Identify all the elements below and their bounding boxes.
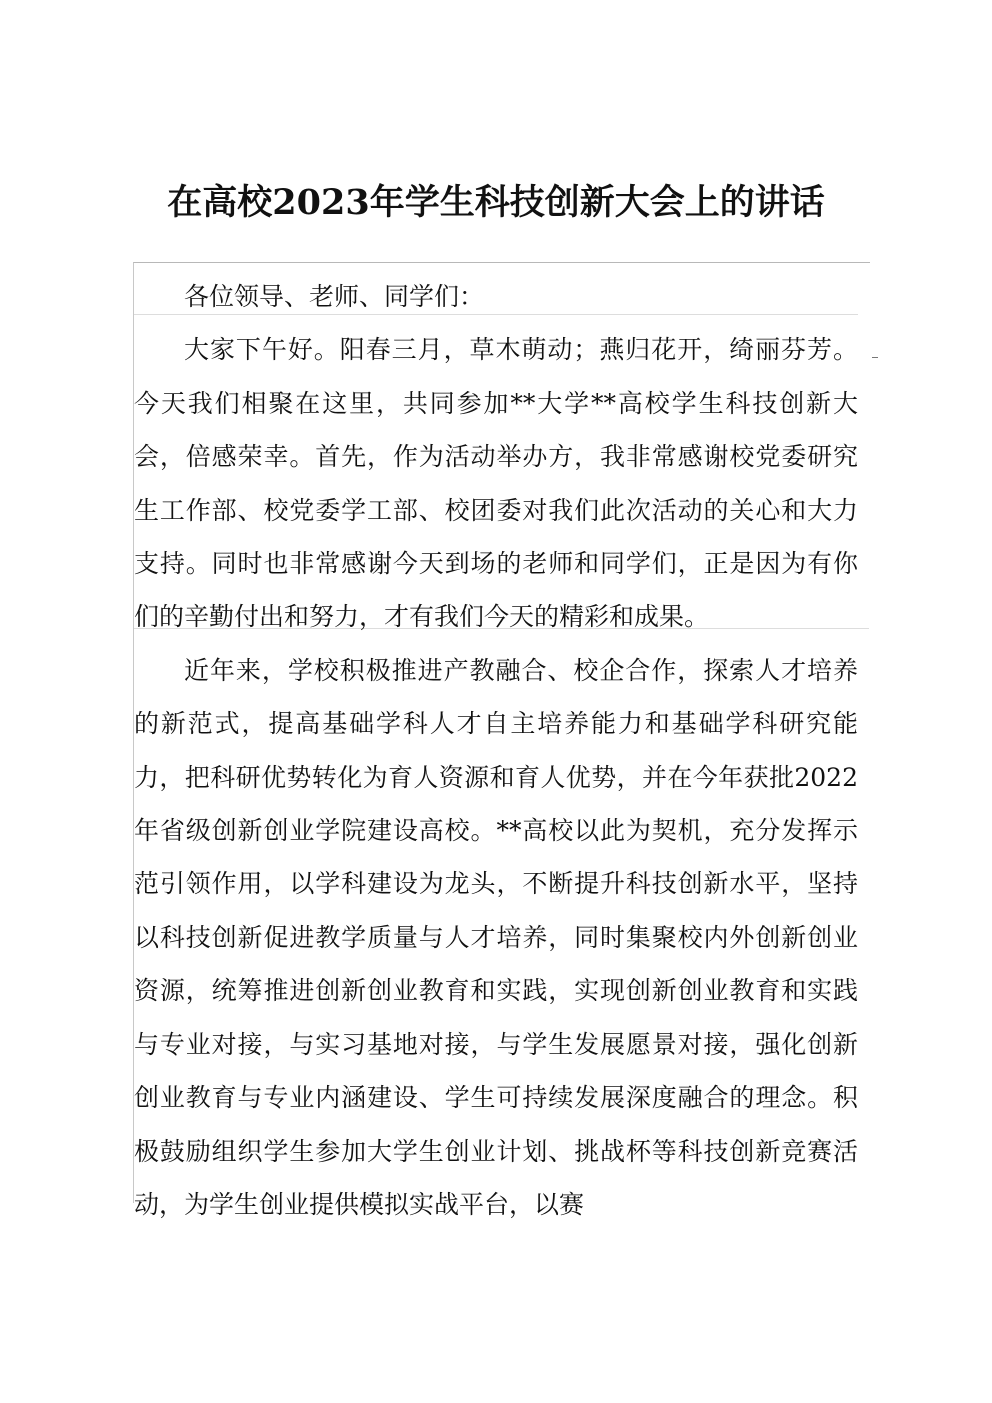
paragraph: 大家下午好。阳春三月，草木萌动；燕归花开，绮丽芬芳。今天我们相聚在这里，共同参加**大学**高校学生科技创新大会，倍感荣幸。首先，作为活动举办方，我非常感谢校党委研究生工作部、校党委学工部、校团委对我们此次活动的关心和大力支持。同时也非常感谢今天到场的老师和同学们，正是因为有你们的辛勤付出和努力，才有我们今天的精彩和成果。 <box>134 335 858 632</box>
salutation: 各位领导、老师、同学们： <box>184 282 485 311</box>
document-body <box>134 270 858 1231</box>
document-title: 在高校2023年学生科技创新大会上的讲话 <box>167 182 825 223</box>
paragraph: 近年来，学校积极推进产教融合、校企合作，探索人才培养的新范式，提高基础学科人才自主培养能力和基础学科研究能力，把科研优势转化为育人资源和育人优势，并在今年获批2022年省级创新创业学院建设高校。**高校以此为契机，充分发挥示范引领作用，以学科建设为龙头，不断提升科技创新水平，坚持以科技创新促进教学质量与人才培养，同时集聚校内外创新创业资源，统筹推进创新创业教育和实践，实现创新创业教育和实践与专业对接，与实习基地对接，与学生发展愿景对接，强化创新创业教育与专业内涵建设、学生可持续发展深度融合的理念。积极鼓励组织学生参加大学生创业计划、挑战杯等科技创新竞赛活动，为学生创业提供模拟实战平台，以赛 <box>134 655 858 1219</box>
line-end-mark <box>872 357 878 358</box>
